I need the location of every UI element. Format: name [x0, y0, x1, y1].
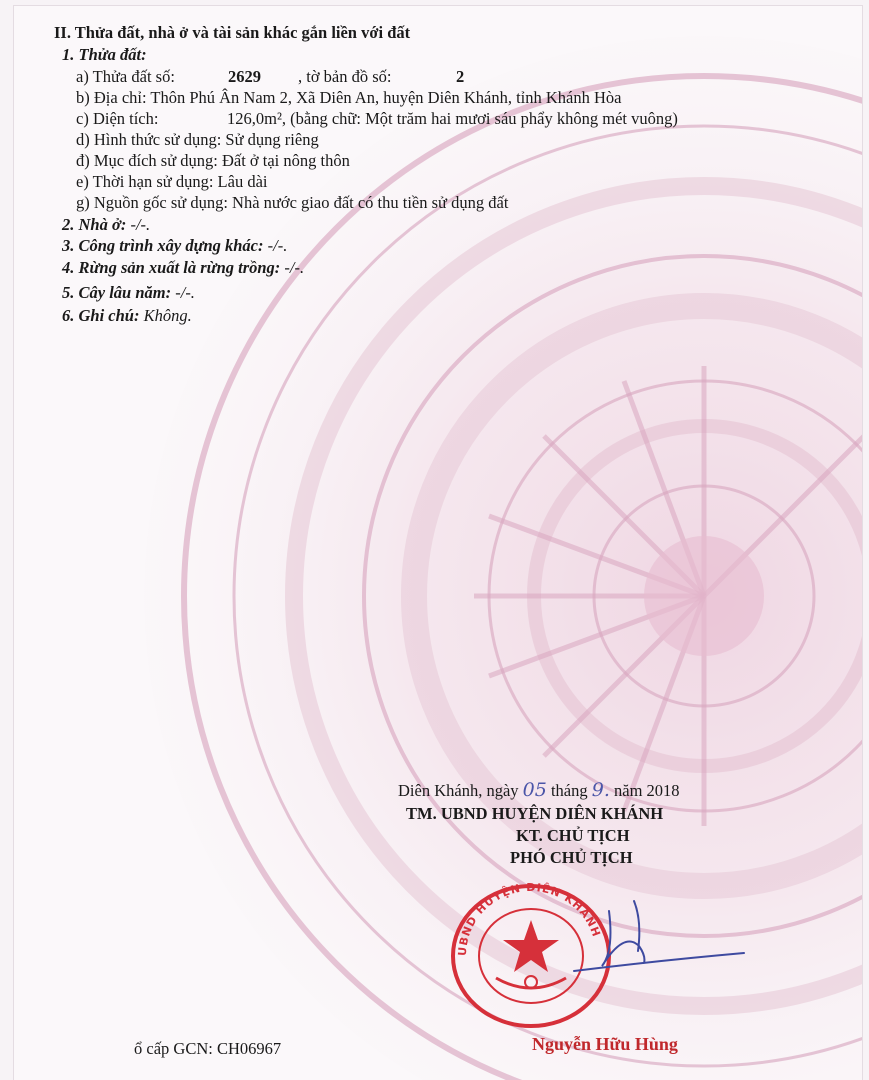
perennial-label: 5. Cây lâu năm:	[62, 283, 172, 302]
certificate-number	[134, 1039, 281, 1059]
usage-form: d) Hình thức sử dụng: Sử dụng riêng	[76, 130, 319, 149]
land-heading: 1. Thửa đất:	[62, 45, 147, 64]
parcel-label: a) Thửa đất số:	[76, 67, 175, 86]
area-value: 126,0m², (bằng chữ: Một trăm hai mươi sáu phẩy không mét vuông)	[227, 109, 678, 128]
other-works-value: -/-.	[267, 236, 288, 255]
day-handwritten: 05	[522, 779, 547, 801]
cert-label: ổ cấp GCN:	[134, 1039, 213, 1058]
document-body	[14, 6, 862, 1080]
perennial-row	[62, 283, 195, 303]
certificate-page	[14, 6, 862, 1080]
area-label: c) Diện tích:	[76, 109, 159, 128]
usage-purpose: đ) Mục đích sử dụng: Đất ở tại nông thôn	[76, 151, 350, 170]
svg-text:UBND HUYỆN DIÊN KHÁNH: UBND HUYỆN DIÊN KHÁNH	[455, 880, 604, 957]
address: b) Địa chỉ: Thôn Phú Ân Nam 2, Xã Diên An, huyện Diên Khánh, tỉnh Khánh Hòa	[76, 88, 622, 107]
note-row	[62, 306, 192, 326]
signer-role-2: PHÓ CHỦ TỊCH	[510, 848, 633, 867]
note-label: 6. Ghi chú:	[62, 306, 140, 325]
area-row	[76, 109, 678, 129]
cert-number: CH06967	[216, 1039, 282, 1058]
place-date	[398, 780, 680, 801]
house-value: -/-.	[130, 215, 151, 234]
note-value: Không.	[143, 306, 192, 325]
year-label: năm 2018	[614, 781, 680, 800]
signer-role-1: KT. CHỦ TỊCH	[516, 826, 630, 845]
forest-value: -/-.	[284, 258, 305, 277]
parcel-row	[76, 67, 465, 87]
house-label: 2. Nhà ở:	[62, 215, 127, 234]
forest-row	[62, 258, 304, 278]
house-row	[62, 215, 150, 235]
handwritten-signature	[554, 891, 754, 981]
month-handwritten: 9.	[591, 779, 610, 801]
map-label: , tờ bản đồ số:	[298, 67, 392, 86]
signer-name: Nguyễn Hữu Hùng	[532, 1034, 678, 1054]
forest-label: 4. Rừng sản xuất là rừng trồng:	[62, 258, 281, 277]
parcel-number: 2629	[228, 67, 261, 86]
section-title: II. Thửa đất, nhà ở và tài sản khác gắn liền với đất	[54, 23, 411, 42]
usage-origin: g) Nguồn gốc sử dụng: Nhà nước giao đất có thu tiền sử dụng đất	[76, 193, 509, 212]
perennial-value: -/-.	[175, 283, 195, 302]
other-works-row	[62, 236, 287, 256]
issuing-org: TM. UBND HUYỆN DIÊN KHÁNH	[406, 804, 664, 823]
place-date-prefix: Diên Khánh, ngày	[398, 781, 519, 800]
month-label: tháng	[550, 781, 588, 800]
map-number: 2	[456, 67, 465, 86]
usage-term: e) Thời hạn sử dụng: Lâu dài	[76, 172, 268, 191]
other-works-label: 3. Công trình xây dựng khác:	[62, 236, 264, 255]
